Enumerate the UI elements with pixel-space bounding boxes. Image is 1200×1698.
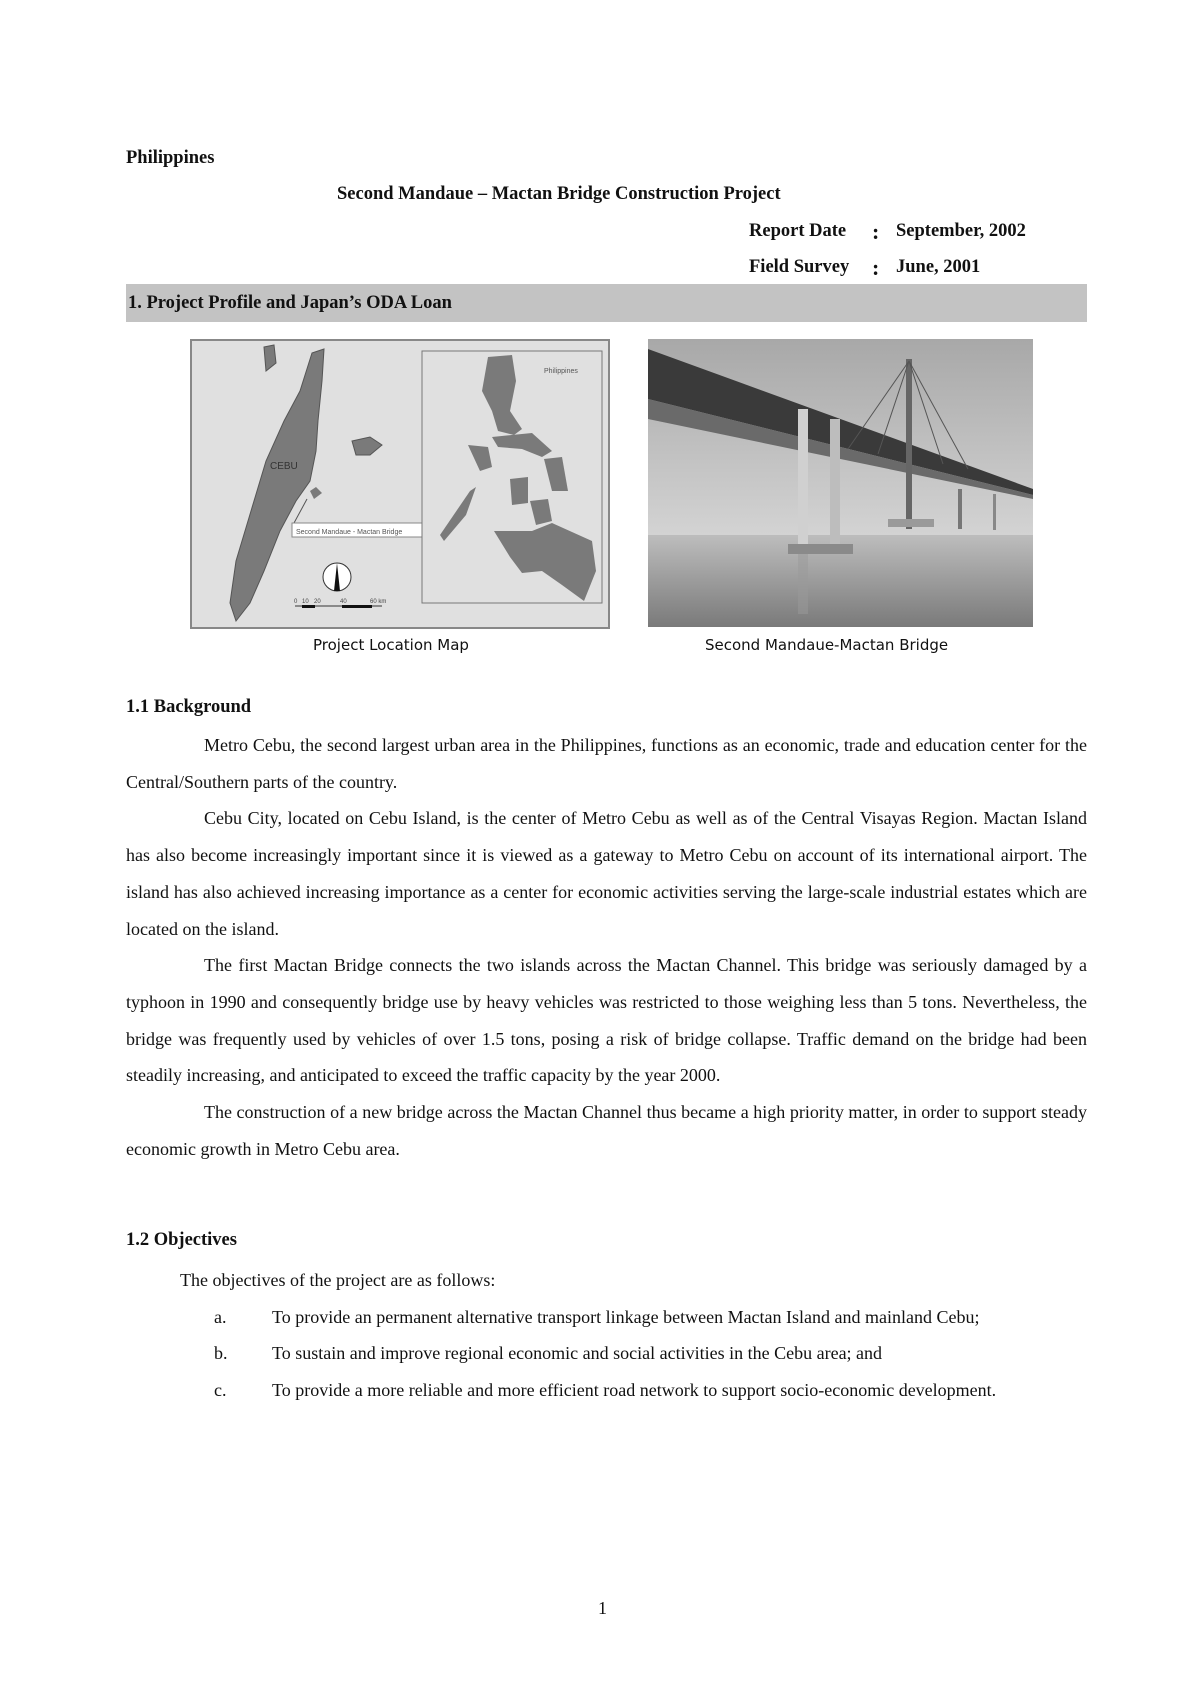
field-survey-value: June, 2001: [896, 257, 981, 277]
country-label: Philippines: [126, 148, 215, 168]
report-date-value: September, 2002: [896, 221, 1026, 241]
project-location-map: [190, 339, 610, 629]
report-date-separator: :: [872, 219, 880, 244]
map-label-bridge: Second Mandaue - Mactan Bridge: [296, 529, 403, 536]
background-heading: 1.1 Background: [126, 697, 252, 717]
scale-label: 0: [294, 599, 298, 605]
map-label-cebu: CEBU: [270, 461, 298, 472]
report-date-label: Report Date: [749, 221, 847, 241]
list-text: To sustain and improve regional economic and social activities in the Cebu area; and: [272, 1343, 883, 1364]
list-marker: c.: [214, 1380, 227, 1401]
field-survey-label: Field Survey: [749, 257, 850, 277]
objectives-heading: 1.2 Objectives: [126, 1230, 237, 1250]
list-item: [126, 1372, 1087, 1409]
bridge-photo: [648, 339, 1033, 627]
map-label-philippines: Philippines: [544, 368, 578, 375]
scale-label: 20: [314, 599, 321, 605]
list-item: [126, 1335, 1087, 1372]
list-marker: a.: [214, 1306, 227, 1327]
scale-label: 10: [302, 599, 309, 605]
background-paragraph: Cebu City, located on Cebu Island, is the center of Metro Cebu as well as of the Central Visayas Region. Mactan Island has also become increasingly important since it is viewed as a gateway to Metro Cebu on account of its international airport. The island has also achieved increasing importance as a center for economic activities serving the large-scale industrial estates which are located on the island.: [126, 808, 1087, 939]
list-marker: b.: [214, 1343, 228, 1364]
background-paragraph: The construction of a new bridge across the Mactan Channel thus became a high priority matter, in order to support steady economic growth in Metro Cebu area.: [126, 1102, 1087, 1159]
list-text: To provide a more reliable and more efficient road network to support socio-economic development.: [272, 1380, 997, 1401]
scale-label: 40: [340, 599, 347, 605]
list-item: [126, 1299, 1087, 1336]
map-caption: Project Location Map: [313, 636, 469, 654]
scale-label: 60 km: [370, 599, 387, 605]
photo-caption: Second Mandaue-Mactan Bridge: [705, 636, 949, 654]
objectives-list: [126, 1262, 1087, 1409]
field-survey-separator: :: [872, 255, 880, 280]
objectives-intro: The objectives of the project are as follows:: [180, 1270, 496, 1290]
list-text: To provide an permanent alternative transport linkage between Mactan Island and mainland Cebu;: [272, 1306, 980, 1327]
section-1-title: 1. Project Profile and Japan’s ODA Loan: [128, 293, 452, 313]
section-heading-bar: [126, 284, 1087, 322]
page-number: 1: [598, 1598, 607, 1618]
background-text: [126, 727, 1087, 1167]
document-title: Second Mandaue – Mactan Bridge Construction Project: [337, 184, 781, 204]
background-paragraph: Metro Cebu, the second largest urban area in the Philippines, functions as an economic, trade and education center for the Central/Southern parts of the country.: [126, 735, 1087, 792]
background-paragraph: The first Mactan Bridge connects the two islands across the Mactan Channel. This bridge was seriously damaged by a typhoon in 1990 and consequently bridge use by heavy vehicles was restricted to those weighing less than 5 tons. Nevertheless, the bridge was frequently used by vehicles of over 1.5 tons, posing a risk of bridge collapse. Traffic demand on the bridge had been steadily increasing, and anticipated to exceed the traffic capacity by the year 2000.: [126, 955, 1087, 1086]
